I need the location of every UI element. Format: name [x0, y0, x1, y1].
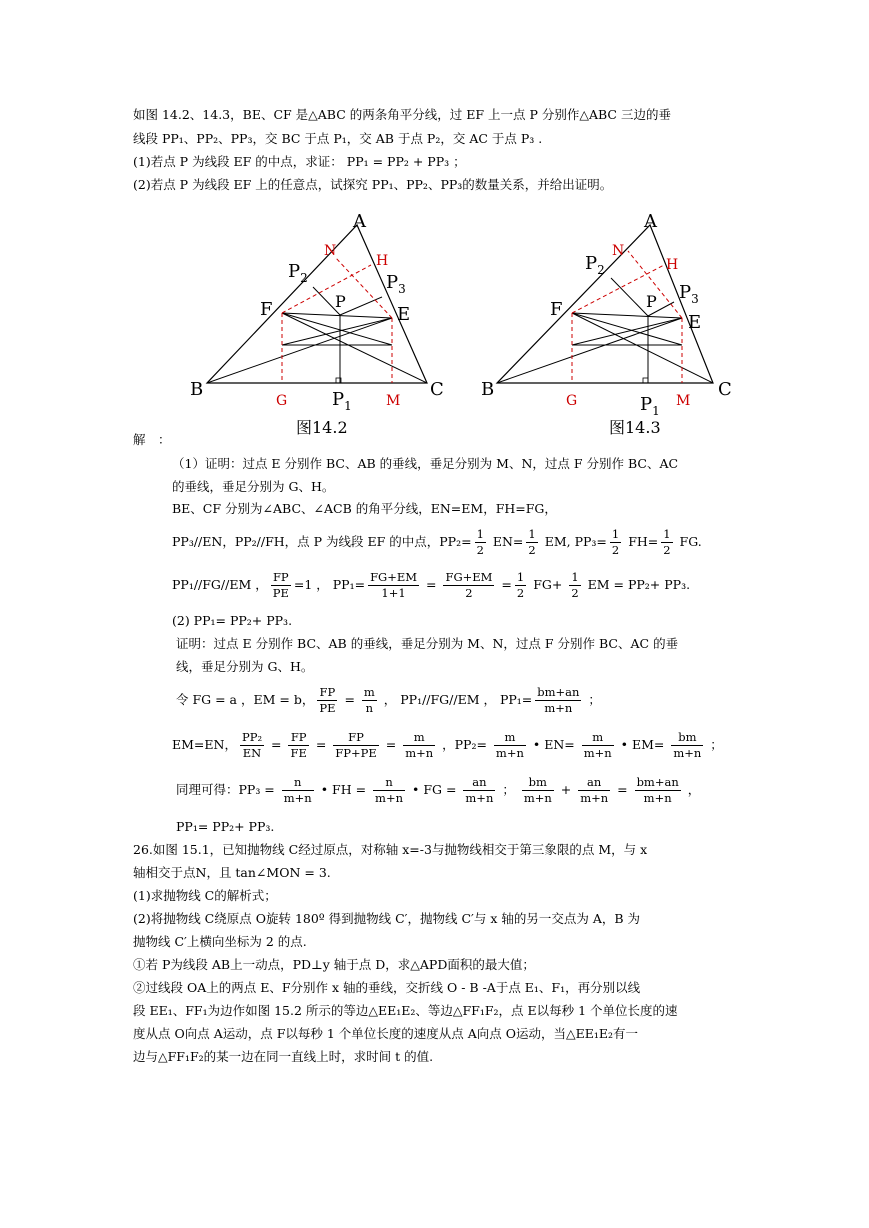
text: = — [340, 692, 359, 707]
label-F-2: F — [550, 299, 563, 320]
fraction: $\frac{FP}{PE}$ — [319, 685, 336, 715]
problem26-line-4: (2)将抛物线 C绕原点 O旋转 180º 得到抛物线 C′，抛物线 C′与 x 轴的另一交点为 A，B 为 — [133, 911, 641, 926]
fraction: $\frac{m}{m+n}$ — [495, 730, 524, 760]
label-P1-2: $P_1$ — [640, 394, 660, 418]
fraction: $\frac{1}{2}$ — [476, 527, 484, 557]
fraction: $\frac{FP}{FE}$ — [290, 730, 307, 760]
label-C: C — [430, 379, 444, 400]
label-G: G — [276, 393, 288, 409]
text: ， PP₁//FG//EM ， PP₁= — [379, 692, 533, 707]
text: ，PP₂= — [438, 737, 491, 752]
problem26-line-8: 段 EE₁、FF₁为边作如图 15.2 所示的等边△EE₁E₂、等边△FF₁F₂，点 E以每秒 1 个单位长度的速 — [133, 1003, 678, 1018]
label-P2: $P_2$ — [288, 261, 308, 285]
label-H-2: H — [666, 257, 679, 273]
fraction: $\frac{FP}{FP+PE}$ — [335, 730, 377, 760]
label-G-2: G — [566, 393, 578, 409]
fraction: $\frac{m}{n}$ — [363, 685, 375, 715]
solution-line-1: （1）证明：过点 E 分别作 BC、AB 的垂线，垂足分别为 M、N，过点 F 分别作 BC、AC — [172, 456, 679, 471]
label-E-2: E — [688, 312, 702, 333]
label-P3: $P_3$ — [386, 272, 406, 296]
problem26-line-7: ②过线段 OA上的两点 E、F分别作 x 轴的垂线，交折线 O - B -A于点 E₁、F₁，再分别以线 — [133, 980, 641, 995]
solution-label: 解 ： — [133, 432, 171, 447]
label-A: A — [353, 211, 366, 232]
problem-line-1: 如图 14.2、14.3，BE、CF 是△ABC 的两条角平分线，过 EF 上一点 P 分别作△ABC 三边的垂 — [133, 107, 671, 122]
text: 同理可得：PP₃ = — [176, 782, 279, 797]
solution-line-7: 证明：过点 E 分别作 BC、AB 的垂线，垂足分别为 M、N，过点 F 分别作 BC、AC 的垂 — [176, 636, 679, 651]
label-P: P — [335, 292, 346, 311]
problem26-line-9: 度从点 O向点 A运动，点 F以每秒 1 个单位长度的速度从点 A向点 O运动，当△EE₁E₂有一 — [133, 1026, 639, 1041]
text: FG. — [675, 534, 702, 549]
problem26-line-10: 边与△FF₁F₂的某一边在同一直线上时，求时间 t 的值. — [133, 1049, 434, 1064]
figure-14-2-caption: 图14.2 — [296, 418, 348, 437]
fraction: $\frac{m}{m+n}$ — [405, 730, 434, 760]
fraction: $\frac{an}{m+n}$ — [580, 775, 609, 805]
fraction: $\frac{bm+an}{m+n}$ — [537, 685, 580, 715]
fraction: $\frac{1}{2}$ — [611, 527, 620, 557]
fraction: $\frac{FG+EM}{1+1}$ — [370, 570, 418, 600]
solution-line-9 — [176, 683, 601, 717]
geometry-figures — [0, 205, 869, 465]
text: • EN= — [528, 737, 579, 752]
text: ； — [706, 737, 723, 752]
problem-line-2: 线段 PP₁、PP₂、PP₃，交 BC 于点 P₁，交 AB 于点 P₂，交 AC 于点 P₃ . — [133, 131, 543, 146]
figure-14-2 — [190, 211, 444, 437]
text: = — [311, 737, 331, 752]
problem-line-3: (1)若点 P 为线段 EF 的中点，求证： PP₁ = PP₂ + PP₃ ； — [133, 154, 466, 169]
solution-line-8: 线，垂足分别为 G、H。 — [176, 659, 314, 674]
label-P2-2: $P_2$ — [585, 253, 605, 277]
text: EN= — [488, 534, 524, 549]
solution-line-5 — [172, 568, 690, 602]
text: = — [422, 577, 441, 592]
problem26-line-1: 26.如图 15.1，已知抛物线 C经过原点，对称轴 x=-3与抛物线相交于第三象限的点 M，与 x — [133, 842, 648, 857]
text: PP₁//FG//EM ， — [172, 577, 268, 592]
problem26-line-2: 轴相交于点N，且 tan∠MON = 3. — [133, 865, 331, 880]
fraction: $\frac{m}{m+n}$ — [583, 730, 612, 760]
label-P3-2: $P_3$ — [679, 282, 699, 306]
label-P1: $P_1$ — [332, 389, 352, 413]
text: • EM= — [616, 737, 669, 752]
solution-line-3: BE、CF 分别为∠ABC、∠ACB 的角平分线，EN=EM，FH=FG， — [172, 501, 557, 516]
text: • FG = — [408, 782, 461, 797]
fraction: $\frac{\text{PP₂}}{EN}$ — [241, 730, 263, 760]
solution-line-11 — [176, 773, 700, 807]
figure-14-3-caption: 图14.3 — [609, 418, 661, 437]
solution-line-4 — [172, 525, 702, 559]
text: ， — [683, 782, 701, 797]
fraction: $\frac{FG+EM}{2}$ — [445, 570, 493, 600]
text: EM=EN， — [172, 737, 237, 752]
fraction: $\frac{1}{2}$ — [571, 570, 579, 600]
solution-line-2: 的垂线，垂足分别为 G、H。 — [172, 479, 335, 494]
label-B-2: B — [481, 379, 495, 400]
fraction: $\frac{FP}{PE}$ — [272, 570, 289, 600]
label-M-2: M — [676, 393, 691, 409]
text: + — [556, 782, 576, 797]
label-N: N — [324, 243, 337, 259]
solution-line-12: PP₁= PP₂+ PP₃. — [176, 819, 275, 834]
label-P-2: P — [646, 292, 657, 311]
label-N-2: N — [612, 243, 625, 259]
problem26-line-3: (1)求抛物线 C的解析式； — [133, 888, 277, 903]
fraction: $\frac{1}{2}$ — [516, 570, 525, 600]
label-F: F — [260, 299, 273, 320]
label-H: H — [376, 253, 389, 269]
text: = — [497, 577, 512, 592]
fraction: $\frac{an}{m+n}$ — [465, 775, 494, 805]
text: • FH = — [316, 782, 371, 797]
text: = — [613, 782, 632, 797]
text: EM = PP₂+ PP₃. — [583, 577, 691, 592]
solution-line-6: (2) PP₁= PP₂+ PP₃. — [172, 613, 293, 628]
label-E: E — [397, 304, 411, 325]
text: ； — [498, 782, 519, 797]
text: FH= — [624, 534, 659, 549]
text: 令 FG = a ，EM = b， — [176, 692, 315, 707]
label-M: M — [386, 393, 401, 409]
fraction: $\frac{bm}{m+n}$ — [523, 775, 552, 805]
fraction: $\frac{n}{m+n}$ — [375, 775, 403, 805]
label-A-2: A — [644, 211, 657, 232]
text: FG+ — [529, 577, 567, 592]
solution-line-10 — [172, 728, 723, 762]
fraction: $\frac{bm}{m+n}$ — [673, 730, 702, 760]
text: EM, PP₃= — [540, 534, 607, 549]
label-B: B — [190, 379, 204, 400]
problem-line-4: (2)若点 P 为线段 EF 上的任意点，试探究 PP₁、PP₂、PP₃的数量关系，并给出证明。 — [133, 177, 613, 192]
figure-14-3 — [481, 211, 732, 437]
fraction: $\frac{bm+an}{m+n}$ — [636, 775, 679, 805]
text: ； — [584, 692, 601, 707]
text: =1 ， PP₁= — [293, 577, 366, 592]
problem26-line-5: 抛物线 C′上横向坐标为 2 的点. — [133, 934, 307, 949]
fraction: $\frac{1}{2}$ — [663, 527, 671, 557]
text: PP₃//EN，PP₂//FH，点 P 为线段 EF 的中点，PP₂= — [172, 534, 472, 549]
label-C-2: C — [718, 379, 732, 400]
text: = — [381, 737, 401, 752]
text: = — [267, 737, 286, 752]
problem26-line-6: ①若 P为线段 AB上一动点，PD⊥y 轴于点 D，求△APD面积的最大值； — [133, 957, 535, 972]
fraction: $\frac{n}{m+n}$ — [283, 775, 312, 805]
fraction: $\frac{1}{2}$ — [528, 527, 536, 557]
